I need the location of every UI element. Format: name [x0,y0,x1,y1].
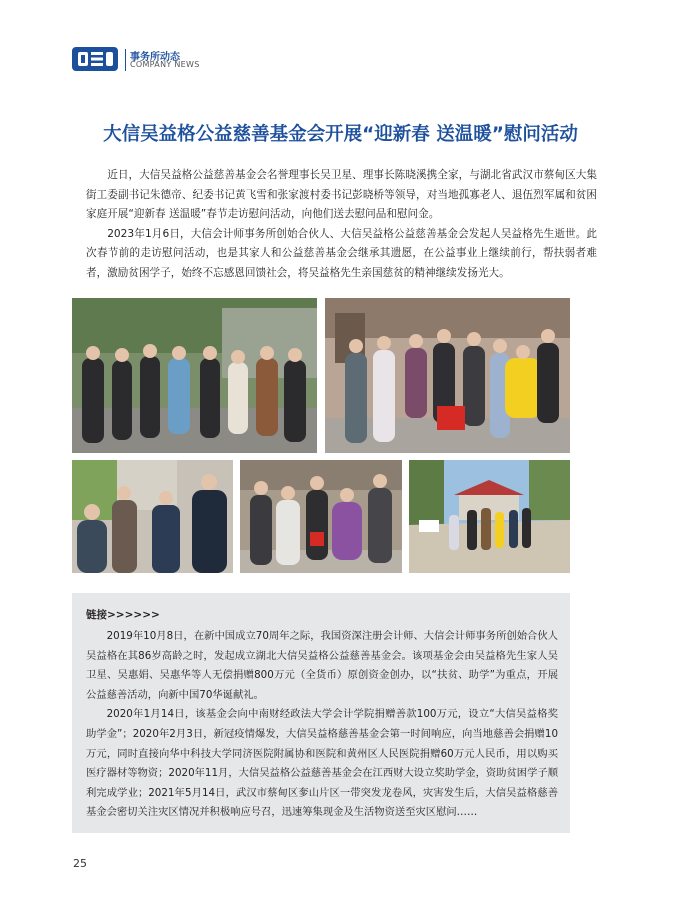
article-paragraph: 近日，大信吴益格公益慈善基金会名誉理事长吴卫星、理事长陈晓溪携全家，与湖北省武汉市蔡甸区大集街工委副书记朱德帝、纪委书记黄飞雪和张家渡村委书记彭晓桥等领导，对当地孤寡老人、退伍烈军属和贫困家庭开展“迎新春 送温暖”春节走访慰问活动，向他们送去慰问品和慰问金。 [86,169,597,221]
page-number: 25 [73,857,87,870]
link-body [86,627,558,823]
link-paragraph: 2019年10月8日，在新中国成立70周年之际，我国资深注册会计师、大信会计师事务所创始合伙人吴益格在其86岁高龄之时，发起成立湖北大信吴益格公益慈善基金会。该项基金会由吴益格先生家人吴卫星、吴惠娟、吴惠华等人无偿捐赠800万元（全货币）原创资金创办，以“扶贫、助学”为重点，开展公益慈善活动，向新中国70华诞献礼。 [86,630,558,701]
photo-family-visit [325,298,570,453]
article-body [86,166,597,284]
photo-group-outdoor [72,298,317,453]
article-paragraph: 2023年1月6日，大信会计师事务所创始合伙人、大信吴益格公益慈善基金会发起人吴益格先生逝世。此次春节前的走访慰问活动，也是其家人和公益慈善基金会继承其遗愿，在公益事业上继续前行，帮扶弱者难者，激励贫困学子，始终不忘感恩回馈社会，将吴益格先生亲国慈贫的精神继续发扬光大。 [86,227,597,279]
photo-handing-gifts [72,460,233,573]
header-divider [125,49,126,71]
section-title-en: COMPANY NEWS [130,60,200,69]
link-box [72,593,570,833]
link-paragraph: 2020年1月14日，该基金会向中南财经政法大学会计学院捐赠善款100万元，设立“大信吴益格奖助学金”；2020年2月3日，新冠疫情爆发，大信吴益格慈善基金会第一时间响应，向当地慈善会捐赠10万元，同时直接向华中科技大学同济医院附属协和医院和黄州区人民医院捐赠60万元人民币，用以购买医疗器材等物资；2020年11月，大信吴益格公益慈善基金会在江西财大设立奖助学金，资助贫困学子顺利完成学业；2021年5月14日，武汉市蔡甸区奓山片区一带突发龙卷风，灾害发生后，大信吴益格慈善基金会密切关注灾区情况并积极响应号召，迅速筹集现金及生活物资送至灾区慰问…… [86,708,558,819]
link-heading: 链接>>>>>> [86,609,160,621]
photo-village-road [409,460,570,573]
article-title: 大信吴益格公益慈善基金会开展“迎新春 送温暖”慰问活动 [103,124,578,145]
company-logo-icon [72,47,118,71]
section-title-cn: 事务所动态 [130,52,180,63]
photo-visiting-elderly [240,460,402,573]
